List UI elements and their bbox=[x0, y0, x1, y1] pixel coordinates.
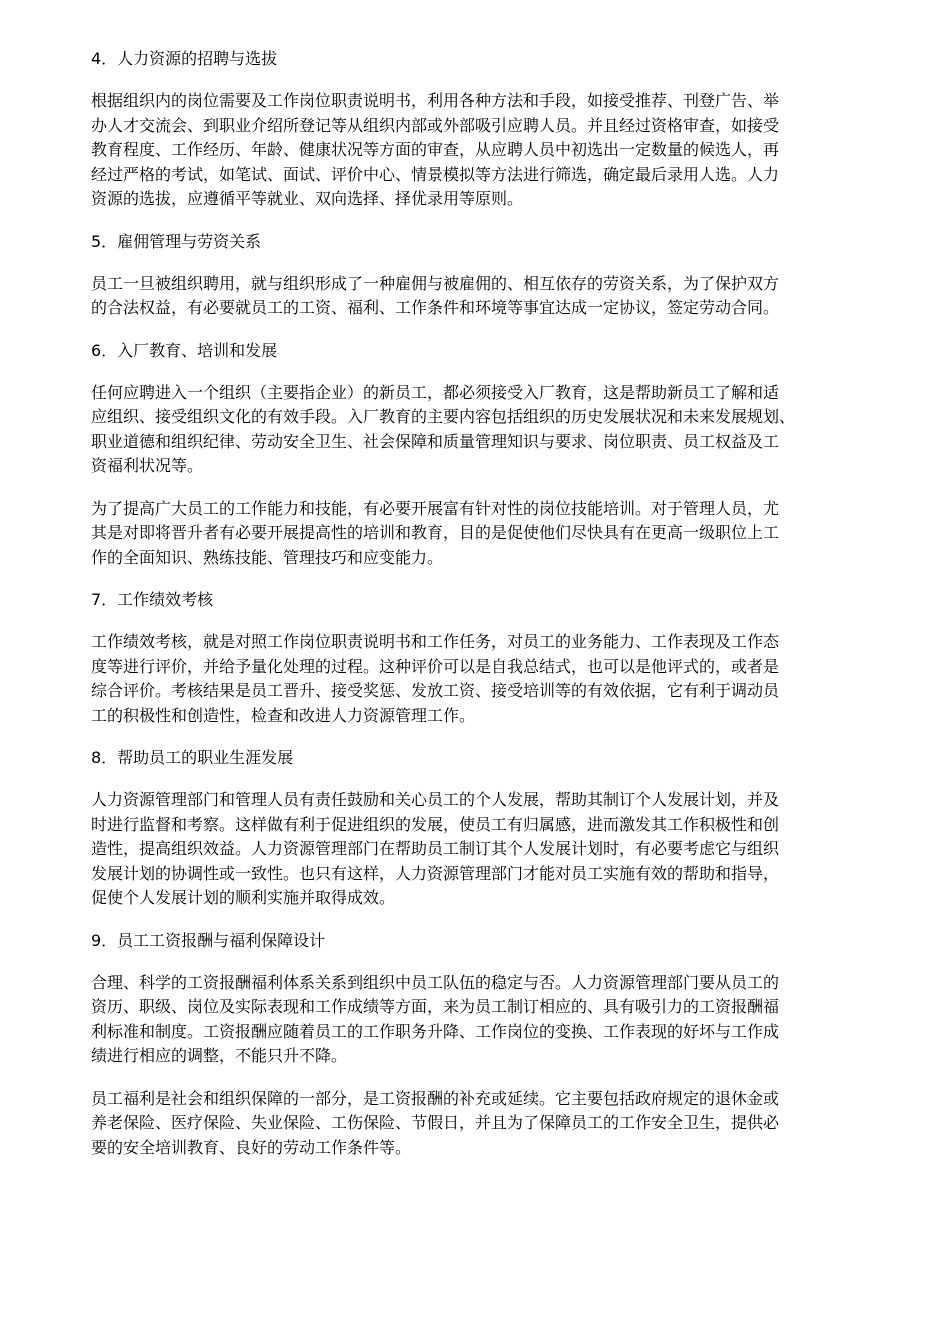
paragraph bbox=[91, 788, 871, 911]
text-line: 造性，提高组织效益。人力资源管理部门在帮助员工制订其个人发展计划时，有必要考虑它与组织 bbox=[91, 839, 780, 858]
section-heading: 8．帮助员工的职业生涯发展 bbox=[91, 748, 294, 767]
section-7 bbox=[91, 588, 871, 728]
text-line: 资福利状况等。 bbox=[91, 456, 204, 475]
text-line: 发展计划的协调性或一致性。也只有这样，人力资源管理部门才能对员工实施有效的帮助和指导， bbox=[91, 863, 780, 883]
section-heading: 4．人力资源的招聘与选拔 bbox=[91, 49, 278, 68]
text-line: 工的积极性和创造性，检查和改进人力资源管理工作。 bbox=[91, 705, 476, 725]
text-line: 工作绩效考核，就是对照工作岗位职责说明书和工作任务，对员工的业务能力、工作表现及工作态 bbox=[91, 632, 780, 651]
paragraph bbox=[91, 381, 871, 479]
text-line: 人力资源管理部门和管理人员有责任鼓励和关心员工的个人发展，帮助其制订个人发展计划，并及 bbox=[91, 790, 780, 809]
text-line: 利标准和制度。工资报酬应随着员工的工作职务升降、工作岗位的变换、工作表现的好坏与工作成 bbox=[91, 1021, 780, 1041]
text-line: 其是对即将晋升者有必要开展提高性的培训和教育，目的是促使他们尽快具有在更高一级职位上工 bbox=[91, 523, 780, 542]
paragraph bbox=[91, 89, 871, 212]
section-heading: 5．雇佣管理与劳资关系 bbox=[91, 231, 262, 251]
section-6 bbox=[91, 339, 871, 571]
paragraph bbox=[91, 971, 871, 1069]
text-line: 养老保险、医疗保险、失业保险、工伤保险、节假日，并且为了保障员工的工作安全卫生，提供必 bbox=[91, 1113, 780, 1132]
text-line: 根据组织内的岗位需要及工作岗位职责说明书，利用各种方法和手段，如接受推荐、刊登广告、举 bbox=[91, 91, 780, 110]
text-line: 的合法权益，有必要就员工的工资、福利、工作条件和环境等事宜达成一定协议，签定劳动合同。 bbox=[91, 298, 780, 317]
text-line: 职业道德和组织纪律、劳动安全卫生、社会保障和质量管理知识与要求、岗位职责、员工权益及工 bbox=[91, 431, 780, 451]
document-page bbox=[91, 47, 871, 1178]
paragraph bbox=[91, 272, 871, 321]
section-8 bbox=[91, 746, 871, 911]
section-heading: 6．入厂教育、培训和发展 bbox=[91, 340, 278, 360]
text-line: 应组织、接受组织文化的有效手段。入厂教育的主要内容包括组织的历史发展状况和未来发展规划、 bbox=[91, 407, 796, 426]
text-line: 度等进行评价，并给予量化处理的过程。这种评价可以是自我总结式，也可以是他评式的，或者是 bbox=[91, 656, 780, 676]
paragraph bbox=[91, 630, 871, 728]
text-line: 为了提高广大员工的工作能力和技能，有必要开展富有针对性的岗位技能培训。对于管理人员，尤 bbox=[91, 498, 780, 518]
section-9 bbox=[91, 929, 871, 1161]
paragraph bbox=[91, 1087, 871, 1161]
text-line: 任何应聘进入一个组织（主要指企业）的新员工，都必须接受入厂教育，这是帮助新员工了解和适 bbox=[91, 382, 780, 402]
text-line: 办人才交流会、到职业介绍所登记等从组织内部或外部吸引应聘人员。并且经过资格审查，如接受 bbox=[91, 115, 780, 135]
paragraph bbox=[91, 497, 871, 571]
section-heading: 7．工作绩效考核 bbox=[91, 590, 214, 609]
text-line: 合理、科学的工资报酬福利体系关系到组织中员工队伍的稳定与否。人力资源管理部门要从员工的 bbox=[91, 972, 780, 992]
text-line: 作的全面知识、熟练技能、管理技巧和应变能力。 bbox=[91, 547, 444, 567]
text-line: 绩进行相应的调整，不能只升不降。 bbox=[91, 1046, 348, 1065]
text-line: 教育程度、工作经历、年龄、健康状况等方面的审查，从应聘人员中初选出一定数量的候选人，再 bbox=[91, 140, 780, 159]
text-line: 综合评价。考核结果是员工晋升、接受奖惩、发放工资、接受培训等的有效依据，它有利于调动员 bbox=[91, 681, 780, 700]
text-line: 时进行监督和考察。这样做有利于促进组织的发展，使员工有归属感，进而激发其工作积极性和创 bbox=[91, 814, 780, 834]
text-line: 促使个人发展计划的顺利实施并取得成效。 bbox=[91, 888, 396, 907]
text-line: 员工福利是社会和组织保障的一部分，是工资报酬的补充或延续。它主要包括政府规定的退休金或 bbox=[91, 1088, 780, 1108]
text-line: 资历、职级、岗位及实际表现和工作成绩等方面，来为员工制订相应的、具有吸引力的工资报酬福 bbox=[91, 997, 780, 1016]
section-5 bbox=[91, 230, 871, 321]
text-line: 员工一旦被组织聘用，就与组织形成了一种雇佣与被雇佣的、相互依存的劳资关系，为了保护双方 bbox=[91, 273, 780, 293]
section-4 bbox=[91, 47, 871, 212]
section-heading: 9．员工工资报酬与福利保障设计 bbox=[91, 930, 326, 950]
text-line: 资源的选拔，应遵循平等就业、双向选择、择优录用等原则。 bbox=[91, 189, 524, 208]
text-line: 经过严格的考试，如笔试、面试、评价中心、情景模拟等方法进行筛选，确定最后录用人选。人力 bbox=[91, 164, 780, 184]
text-line: 要的安全培训教育、良好的劳动工作条件等。 bbox=[91, 1137, 412, 1157]
